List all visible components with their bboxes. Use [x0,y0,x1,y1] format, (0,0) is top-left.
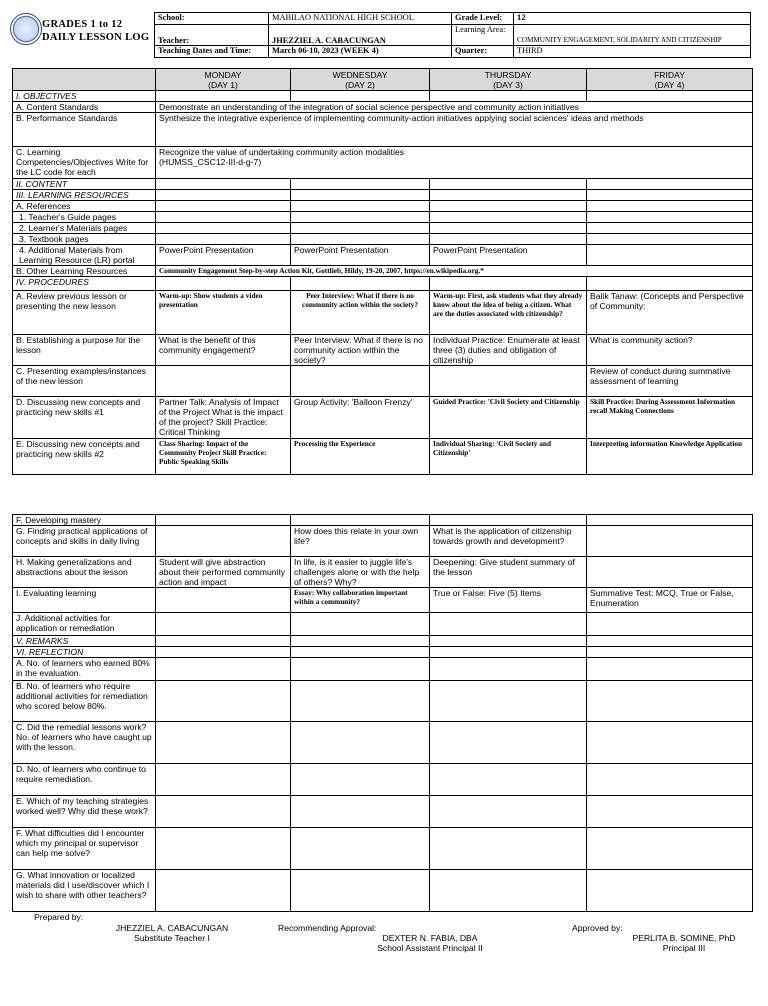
day-cell [156,870,291,912]
dates-value: March 06-10, 2023 (WEEK 4) [269,46,452,58]
lesson-row [13,681,753,722]
day-cell [430,212,587,223]
section-row [13,179,753,190]
lesson-row [13,439,753,475]
blank-header-cell [13,69,156,91]
day-cell [587,647,753,658]
day-cell [587,658,753,681]
lesson-row [13,147,753,179]
day-cell: PowerPoint Presentation [430,245,587,266]
lesson-row [13,722,753,764]
day-cell: Peer Interview: What if there is no community action within the society? [291,335,430,366]
teacher-value: JHEZZIEL A. CABACUNGAN [269,25,452,46]
day-cell [291,828,430,870]
section-row [13,636,753,647]
day-cell: PowerPoint Presentation [291,245,430,266]
day-cell [430,201,587,212]
lesson-row [13,291,753,335]
day-cell [156,515,291,526]
deped-seal-icon [10,13,42,45]
lesson-log-table-part1 [12,68,753,475]
day-cell [587,223,753,234]
day-cell: Review of conduct during summative assessment of learning [587,366,753,397]
day-cell [587,515,753,526]
row-label: B. Performance Standards [13,113,156,147]
day-cell [156,526,291,557]
day-cell: Deepening: Give student summary of the lesson [430,557,587,588]
day-cell [430,366,587,397]
day-cell [156,828,291,870]
area-label: Learning Area: [452,25,514,46]
log-title-line2: DAILY LESSON LOG [42,32,150,43]
day-cell [156,796,291,828]
day-cell [156,91,291,102]
span-cell: Demonstrate an understanding of the integration of social science perspective and community action initiatives [156,102,753,113]
day-cell [291,870,430,912]
day-cell [291,179,430,190]
day-cell: Warm-up: Show students a video presentation [156,291,291,335]
day-cell [587,870,753,912]
lesson-row [13,397,753,439]
lesson-row [13,796,753,828]
day-cell [156,201,291,212]
day-cell [291,722,430,764]
day-cell: Warm-up: First, ask students what they already know about the idea of being a citizen. What are the duties associated with citizenship? [430,291,587,335]
day-cell [291,277,430,291]
row-label: IV. PROCEDURES [13,277,156,291]
day-cell [291,515,430,526]
row-label: C. Did the remedial lessons work? No. of learners who have caught up with the lesson. [13,722,156,764]
day-cell [291,366,430,397]
lesson-row [13,870,753,912]
day-cell [587,764,753,796]
row-label: 1. Teacher's Guide pages [13,212,156,223]
day-cell: True or False: Five (5) Items [430,588,587,613]
day-cell [587,681,753,722]
day-cell [156,764,291,796]
recommending-title: School Assistant Principal II [377,943,483,953]
day-cell: PowerPoint Presentation [156,245,291,266]
day-cell: Guided Practice: 'Civil Society and Citizenship [430,397,587,439]
section-row [13,91,753,102]
row-label: B. Establishing a purpose for the lesson [13,335,156,366]
span-cell: Recognize the value of undertaking community action modalities (HUMSS_CSC12-III-d-g-7) [156,147,753,179]
day-cell [587,91,753,102]
day-cell: Individual Practice: Enumerate at least three (3) duties and obligation of citizenship [430,335,587,366]
day-cell [587,557,753,588]
lesson-row [13,764,753,796]
day-cell [156,681,291,722]
day-cell [291,796,430,828]
row-label: 3. Textbook pages [13,234,156,245]
row-label: A. Content Standards [13,102,156,113]
area-value: COMMUNITY ENGAGEMENT, SOLIDARITY AND CITIZENSHIP [514,25,751,46]
grade-value: 12 [514,13,751,25]
day-header: FRIDAY (DAY 4) [587,69,753,91]
row-label: H. Making generalizations and abstractions about the lesson [13,557,156,588]
recommending-label: Recommending Approval: [278,923,377,933]
quarter-value: THIRD [514,46,751,58]
row-label: III. LEARNING RESOURCES [13,190,156,201]
day-cell [587,245,753,266]
log-title [42,18,149,44]
prepared-name: JHEZZIEL A. CABACUNGAN [115,923,229,933]
lesson-row [13,335,753,366]
day-cell [430,764,587,796]
row-label: 2. Learner's Materials pages [13,223,156,234]
section-row [13,190,753,201]
day-cell [430,658,587,681]
day-cell [291,764,430,796]
day-cell: Essay: Why collaboration important within a community? [291,588,430,613]
day-cell [430,636,587,647]
day-cell: Processing the Experience [291,439,430,475]
day-header-row [13,69,753,91]
approved-label: Approved by: [572,923,623,933]
day-cell: Partner Talk: Analysis of Impact of the Project What is the impact of the project? Skill Practice: Critical Thinking [156,397,291,439]
day-cell: Student will give abstraction about their performed community action and impact [156,557,291,588]
row-label: I. Evaluating learning [13,588,156,613]
row-label: G. Finding practical applications of concepts and skills in daily living [13,526,156,557]
school-value: MABILAO NATIONAL HIGH SCHOOL [269,13,452,25]
row-label: F. What difficulties did I encounter which my principal or supervisor can help me solve? [13,828,156,870]
day-cell [430,234,587,245]
row-label: I. OBJECTIVES [13,91,156,102]
day-cell [156,613,291,636]
day-cell [430,722,587,764]
day-cell [587,234,753,245]
day-cell [430,828,587,870]
day-cell [587,613,753,636]
day-cell: Balik Tanaw: (Concepts and Perspective of Community: [587,291,753,335]
lesson-row [13,613,753,636]
day-cell: Peer Interview: What if there is no community action within the society? [291,291,430,335]
day-cell [430,647,587,658]
day-cell [587,212,753,223]
lesson-row [13,515,753,526]
lesson-row [13,102,753,113]
day-cell [430,190,587,201]
lesson-row [13,658,753,681]
day-cell: In life, is it easier to juggle life's challenges alone or with the help of others? Why? [291,557,430,588]
row-label: G. What innovation or localized materials did I use/discover which I wish to share with other teachers? [13,870,156,912]
day-cell [156,636,291,647]
day-cell [291,681,430,722]
day-cell [291,234,430,245]
day-cell [430,91,587,102]
lesson-row [13,113,753,147]
lesson-row [13,828,753,870]
day-cell [156,366,291,397]
row-label: D. No. of learners who continue to require remediation. [13,764,156,796]
row-label: A. References [13,201,156,212]
day-cell [430,870,587,912]
prepared-label: Prepared by: [34,912,84,922]
day-cell [156,722,291,764]
row-label: V. REMARKS [13,636,156,647]
day-cell: Group Activity: 'Balloon Frenzy' [291,397,430,439]
day-cell [156,658,291,681]
day-cell [156,234,291,245]
day-cell [587,526,753,557]
quarter-label: Quarter: [452,46,514,58]
lesson-row [13,201,753,212]
span-cell: Community Engagement Step-by-step Action Kit, Gottlieb, Hildy, 19-20, 2007, https://en.wikipedia.org.* [156,266,753,277]
day-cell: Skill Practice: During Assessment Information recall Making Connections [587,397,753,439]
day-cell: Individual Sharing: 'Civil Society and Citizenship' [430,439,587,475]
day-cell: What is community action? [587,335,753,366]
day-cell [156,190,291,201]
row-label: A. No. of learners who earned 80% in the evaluation. [13,658,156,681]
day-cell [291,658,430,681]
lesson-row [13,526,753,557]
lesson-row [13,266,753,277]
day-cell: Class Sharing: Impact of the Community Project Skill Practice: Public Speaking Skills [156,439,291,475]
row-label: 4. Additional Materials from Learning Resource (LR) portal [13,245,156,266]
row-label: VI. REFLECTION [13,647,156,658]
section-row [13,647,753,658]
day-cell [156,277,291,291]
day-header: THURSDAY (DAY 3) [430,69,587,91]
day-cell [430,796,587,828]
lesson-row [13,557,753,588]
day-header: MONDAY (DAY 1) [156,69,291,91]
lesson-log-table-part2 [12,514,753,912]
day-cell [291,647,430,658]
log-title-line1: GRADES 1 to 12 [42,19,123,30]
day-cell [291,636,430,647]
header-table [154,12,751,58]
row-label: E. Discussing new concepts and practicing new skills #2 [13,439,156,475]
day-cell [291,223,430,234]
section-row [13,277,753,291]
day-cell [587,190,753,201]
row-label: C. Presenting examples/instances of the new lesson [13,366,156,397]
day-cell: Summative Test: MCQ, True or False, Enumeration [587,588,753,613]
prepared-title: Substitute Teacher I [134,933,210,943]
day-cell [430,277,587,291]
day-cell [291,91,430,102]
lesson-row [13,212,753,223]
day-cell [430,515,587,526]
day-cell [587,796,753,828]
day-cell [430,681,587,722]
lesson-row [13,234,753,245]
day-cell [587,179,753,190]
day-cell [291,613,430,636]
day-cell [587,828,753,870]
dates-label: Teaching Dates and Time: [155,46,269,58]
day-cell [291,190,430,201]
day-cell [291,212,430,223]
day-cell [156,179,291,190]
recommending-name: DEXTER N. FABIA, DBA [382,933,478,943]
day-cell [430,179,587,190]
lesson-row [13,245,753,266]
day-header: WEDNESDAY (DAY 2) [291,69,430,91]
day-cell [291,201,430,212]
span-cell: Synthesize the integrative experience of implementing community-action initiatives applying social sciences' ideas and methods [156,113,753,147]
day-cell [587,277,753,291]
day-cell: What is the benefit of this community engagement? [156,335,291,366]
day-cell: Interpreting information Knowledge Application [587,439,753,475]
row-label: D. Discussing new concepts and practicing new skills #1 [13,397,156,439]
row-label: C. Learning Competencies/Objectives Write for the LC code for each [13,147,156,179]
logo-block [8,10,154,46]
day-cell [156,647,291,658]
day-cell [156,223,291,234]
day-cell [156,212,291,223]
row-label: E. Which of my teaching strategies worked well? Why did these work? [13,796,156,828]
day-cell [587,722,753,764]
day-cell [430,223,587,234]
school-label: School: [155,13,269,25]
lesson-row [13,223,753,234]
day-cell [430,613,587,636]
day-cell: How does this relate in your own life? [291,526,430,557]
approved-title: Principal III [662,943,706,953]
teacher-label: Teacher: [155,25,269,46]
row-label: F. Developing mastery [13,515,156,526]
lesson-row [13,588,753,613]
row-label: A. Review previous lesson or presenting the new lesson [13,291,156,335]
day-cell: What is the application of citizenship towards growth and development? [430,526,587,557]
row-label: B. Other Learning Resources [13,266,156,277]
row-label: J. Additional activities for application or remediation [13,613,156,636]
grade-label: Grade Level: [452,13,514,25]
day-cell [587,636,753,647]
day-cell [156,588,291,613]
approved-name: PERLITA B. SOMINE, PhD [632,933,736,943]
lesson-row [13,366,753,397]
row-label: B. No. of learners who require additional activities for remediation who scored below 80%. [13,681,156,722]
day-cell [587,201,753,212]
row-label: II. CONTENT [13,179,156,190]
